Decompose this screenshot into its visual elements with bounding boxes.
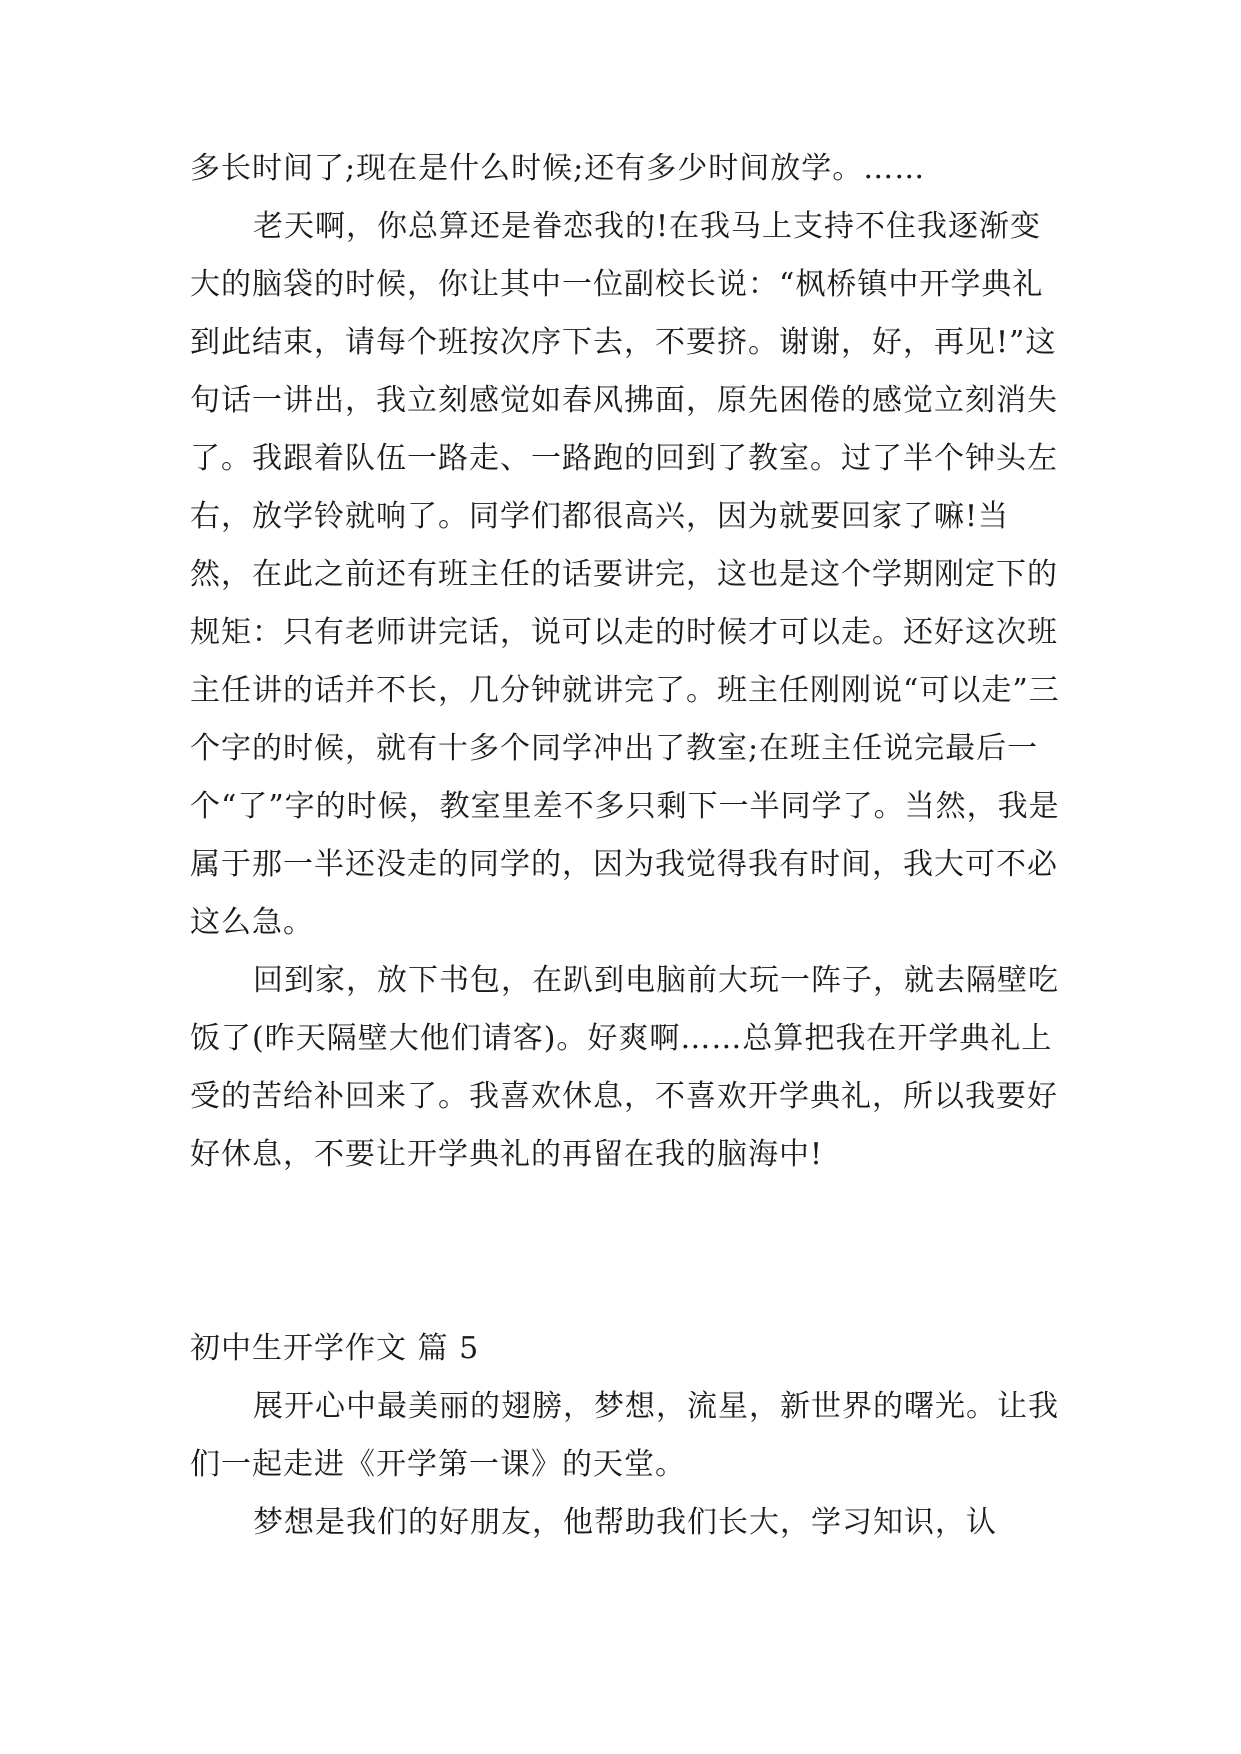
paragraph-continued: 多长时间了;现在是什么时候;还有多少时间放学。…… (190, 151, 926, 186)
section-title: 初中生开学作文 篇 5 (190, 1331, 480, 1366)
paragraph-3: 展开心中最美丽的翅膀，梦想，流星，新世界的曙光。让我们一起走进《开学第一课》的天堂。 (190, 1389, 1059, 1482)
paragraph-2: 回到家，放下书包，在趴到电脑前大玩一阵子，就去隔壁吃饭了(昨天隔壁大他们请客)。好爽啊……总算把我在开学典礼上受的苦给补回来了。我喜欢休息，不喜欢开学典礼，所以我要好好休息，不要让开学典礼的再留在我的脑海中! (190, 963, 1059, 1172)
body-text-top (190, 140, 1060, 1184)
body-text-bottom (190, 1320, 1060, 1552)
paragraph-1: 老天啊，你总算还是眷恋我的!在我马上支持不住我逐渐变大的脑袋的时候，你让其中一位副校长说：“枫桥镇中开学典礼到此结束，请每个班按次序下去，不要挤。谢谢，好，再见!”这句话一讲出，我立刻感觉如春风拂面，原先困倦的感觉立刻消失了。我跟着队伍一路走、一路跑的回到了教室。过了半个钟头左右，放学铃就响了。同学们都很高兴，因为就要回家了嘛!当然，在此之前还有班主任的话要讲完，这也是这个学期刚定下的规矩：只有老师讲完话，说可以走的时候才可以走。还好这次班主任讲的话并不长，几分钟就讲完了。班主任刚刚说“可以走”三个字的时候，就有十多个同学冲出了教室;在班主任说完最后一个“了”字的时候，教室里差不多只剩下一半同学了。当然，我是属于那一半还没走的同学的，因为我觉得我有时间，我大可不必这么急。 (190, 209, 1060, 940)
paragraph-4: 梦想是我们的好朋友，他帮助我们长大，学习知识，认 (253, 1505, 997, 1540)
